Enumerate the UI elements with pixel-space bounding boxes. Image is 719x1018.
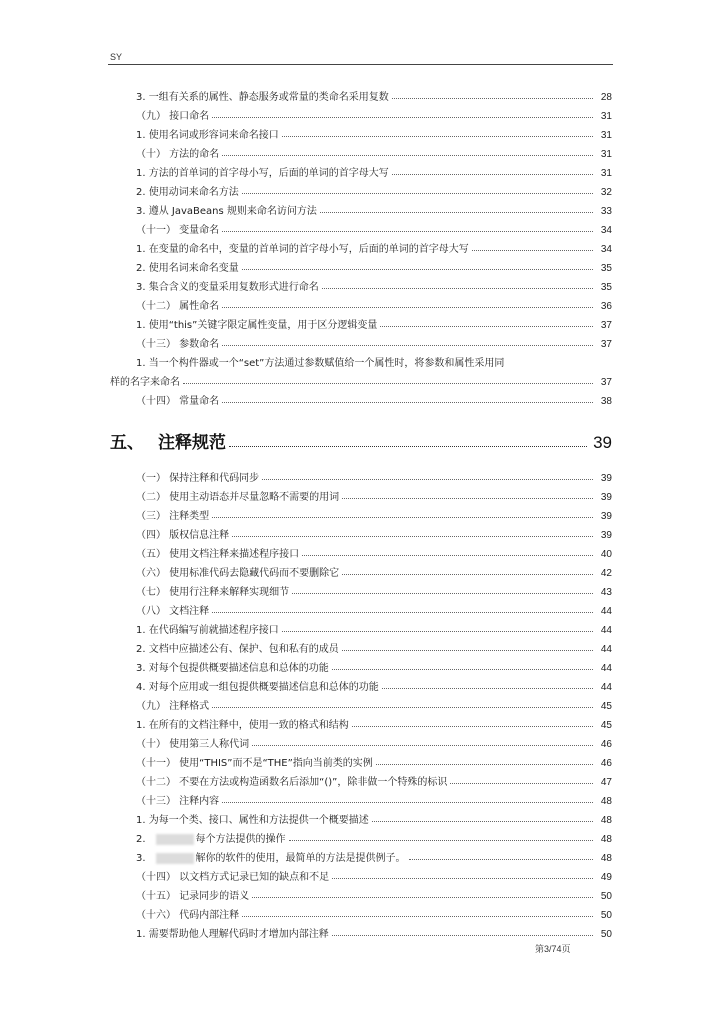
toc-section-naming: [110, 84, 612, 350]
toc-entry[interactable]: [110, 541, 612, 560]
toc-entry-text: （十四） 常量命名: [136, 396, 220, 407]
toc-entry[interactable]: [110, 921, 612, 940]
dot-leader: [332, 668, 593, 670]
toc-page-number: 50: [600, 929, 612, 940]
dot-leader: [242, 268, 593, 270]
toc-entry-text: 1. 在变量的命名中，变量的首单词的首字母小写，后面的单词的首字母大写: [136, 244, 469, 255]
dot-leader: [212, 116, 593, 118]
dot-leader: [232, 535, 593, 537]
toc-page-number: 44: [600, 663, 612, 674]
toc-page-number: 45: [600, 720, 612, 731]
dot-leader: [380, 325, 593, 327]
toc-page-number: 50: [600, 910, 612, 921]
dot-leader: [242, 915, 593, 917]
dot-leader: [222, 154, 593, 156]
dot-leader: [242, 192, 593, 194]
toc-page-number: 44: [600, 644, 612, 655]
toc-entry[interactable]: [110, 750, 612, 769]
toc-entry-text: （十四） 以文档方式记录已知的缺点和不足: [136, 872, 330, 883]
dot-leader: [342, 497, 593, 499]
toc-page-number: 34: [600, 244, 612, 255]
toc-entry[interactable]: [110, 255, 612, 274]
toc-entry[interactable]: [110, 769, 612, 788]
toc-entry-text: 3. 对每个包提供概要描述信息和总体的功能: [136, 663, 329, 674]
toc-page-number: 32: [600, 187, 612, 198]
dot-leader: [282, 630, 593, 632]
dot-leader: [382, 687, 593, 689]
toc-entry[interactable]: [110, 826, 612, 845]
toc-page-number: 34: [600, 225, 612, 236]
dot-leader: [409, 858, 593, 860]
dot-leader: [342, 573, 593, 575]
toc-section-comments: [110, 465, 612, 826]
toc-page-number: 37: [600, 377, 612, 388]
toc-entry[interactable]: [110, 160, 612, 179]
dot-leader: [302, 554, 593, 556]
toc-entry-text: （九） 接口命名: [136, 111, 210, 122]
toc-entry[interactable]: [110, 522, 612, 541]
toc-page-number: 46: [600, 758, 612, 769]
toc-page-number: 48: [600, 815, 612, 826]
toc-entry-number: 2.: [136, 834, 146, 845]
dot-leader: [342, 649, 593, 651]
dot-leader: [322, 287, 593, 289]
toc-entry-text: 1. 使用名词或形容词来命名接口: [136, 130, 279, 141]
dot-leader: [376, 763, 593, 765]
toc-entry-text: 1. 使用“this”关键字限定属性变量，用于区分逻辑变量: [136, 320, 378, 331]
toc-entry-text: 样的名字来命名: [110, 377, 180, 388]
toc-entry[interactable]: [110, 274, 612, 293]
toc-entry[interactable]: [110, 141, 612, 160]
toc-entry[interactable]: [110, 503, 612, 522]
toc-page-number: 31: [600, 111, 612, 122]
toc-page-number: 44: [600, 682, 612, 693]
dot-leader: [282, 135, 593, 137]
toc-entry[interactable]: [110, 312, 612, 331]
toc-page-number: 48: [600, 853, 612, 864]
header-rule: [108, 64, 613, 65]
toc-entry-text: （十五） 记录同步的语义: [136, 891, 250, 902]
toc-entry-text: （十三） 注释内容: [136, 796, 220, 807]
toc-page-number: 39: [600, 511, 612, 522]
toc-section-blurred: [110, 826, 612, 864]
dot-leader: [332, 877, 593, 879]
toc-entry-text: 1. 在所有的文档注释中，使用一致的格式和结构: [136, 720, 349, 731]
dot-leader: [472, 249, 593, 251]
toc-entry-text: （十） 方法的命名: [136, 149, 220, 160]
toc-entry[interactable]: [110, 122, 612, 141]
dot-leader: [222, 306, 593, 308]
toc-entry-text: （一） 保持注释和代码同步: [136, 473, 260, 484]
toc-page-number: 49: [600, 872, 612, 883]
toc-entry-text: 1. 当一个构件器或一个“set”方法通过参数赋值给一个属性时，将参数和属性采用同: [136, 358, 505, 369]
dot-leader: [222, 344, 593, 346]
toc-page-number: 42: [600, 568, 612, 579]
toc-entry[interactable]: [110, 598, 612, 617]
toc-entry[interactable]: [110, 712, 612, 731]
dot-leader: [222, 801, 593, 803]
chapter-title: 注释规范: [158, 433, 226, 453]
chapter-number: 五、: [110, 433, 144, 453]
toc-page-number: 39: [600, 492, 612, 503]
toc-entry[interactable]: [110, 560, 612, 579]
dot-leader: [392, 173, 593, 175]
chapter-page-number: 39: [593, 433, 612, 452]
dot-leader: [352, 725, 593, 727]
toc-page-number: 28: [600, 92, 612, 103]
toc-page-number: 36: [600, 301, 612, 312]
toc-entry-text: 1. 需要帮助他人理解代码时才增加内部注释: [136, 929, 329, 940]
toc-entry-wrap-line1[interactable]: [110, 350, 612, 369]
dot-leader: [212, 611, 593, 613]
toc-entry-text: 3. 遵从 JavaBeans 规则来命名访问方法: [136, 206, 317, 217]
page-footer: 第3/74页: [535, 944, 571, 954]
toc-entry-text: （十） 使用第三人称代词: [136, 739, 250, 750]
toc-entry-text: （三） 注释类型: [136, 511, 210, 522]
dot-leader: [332, 934, 593, 936]
dot-leader: [212, 706, 593, 708]
toc-entry[interactable]: [110, 388, 612, 407]
dot-leader: [262, 478, 593, 480]
toc-page-number: 38: [600, 396, 612, 407]
dot-leader: [392, 97, 593, 99]
toc-entry-text: 2. 使用动词来命名方法: [136, 187, 239, 198]
toc-page-number: 44: [600, 606, 612, 617]
toc-entry-text: （五） 使用文档注释来描述程序接口: [136, 549, 300, 560]
toc-entry[interactable]: [110, 674, 612, 693]
toc-section-comments-end: [110, 864, 612, 940]
toc-entry[interactable]: [110, 293, 612, 312]
toc-page-number: 39: [600, 530, 612, 541]
toc-entry-text: （十一） 变量命名: [136, 225, 220, 236]
dot-leader: [222, 230, 593, 232]
toc-page-number: 31: [600, 130, 612, 141]
table-of-contents: [110, 84, 612, 940]
toc-page-number: 48: [600, 834, 612, 845]
toc-entry[interactable]: [110, 484, 612, 503]
toc-page-number: 50: [600, 891, 612, 902]
dot-leader: [372, 820, 593, 822]
toc-entry-text: （七） 使用行注释来解释实现细节: [136, 587, 290, 598]
toc-entry[interactable]: [110, 883, 612, 902]
toc-entry[interactable]: [110, 236, 612, 255]
toc-entry-text: 3. 一组有关系的属性、静态服务或常量的类命名采用复数: [136, 92, 389, 103]
toc-entry[interactable]: [110, 617, 612, 636]
toc-page-number: 37: [600, 320, 612, 331]
dot-leader: [289, 839, 593, 841]
toc-page-number: 43: [600, 587, 612, 598]
toc-entry-text: （四） 版权信息注释: [136, 530, 230, 541]
dot-leader: [320, 211, 593, 213]
toc-entry-text: 1. 方法的首单词的首字母小写，后面的单词的首字母大写: [136, 168, 389, 179]
dot-leader: [252, 744, 593, 746]
toc-entry-text: 2. 文档中应描述公有、保护、包和私有的成员: [136, 644, 339, 655]
toc-entry[interactable]: [110, 693, 612, 712]
toc-page-number: 40: [600, 549, 612, 560]
toc-page-number: 47: [600, 777, 612, 788]
toc-entry[interactable]: [110, 864, 612, 883]
toc-page-number: 48: [600, 796, 612, 807]
redaction-blur: [156, 834, 194, 845]
toc-entry-text: 4. 对每个应用或一组包提供概要描述信息和总体的功能: [136, 682, 379, 693]
toc-entry[interactable]: [110, 198, 612, 217]
toc-page-number: 45: [600, 701, 612, 712]
dot-leader: [222, 401, 593, 403]
dot-leader: [252, 896, 593, 898]
dot-leader: [450, 782, 593, 784]
toc-entry[interactable]: [110, 331, 612, 350]
toc-entry-text: （十二） 不要在方法或构造函数名后添加“()”，除非做一个特殊的标识: [136, 777, 448, 788]
toc-page-number: 35: [600, 263, 612, 274]
toc-entry[interactable]: [110, 845, 612, 864]
toc-entry[interactable]: [110, 579, 612, 598]
toc-entry-text: （十二） 属性命名: [136, 301, 220, 312]
toc-page-number: 35: [600, 282, 612, 293]
toc-entry-text: 每个方法提供的操作: [195, 834, 286, 845]
toc-entry[interactable]: [110, 731, 612, 750]
toc-entry-number: 3.: [136, 853, 146, 864]
toc-page-number: 31: [600, 168, 612, 179]
toc-entry-text: 解你的软件的使用，最简单的方法是提供例子。: [195, 853, 406, 864]
toc-page-number: 33: [600, 206, 612, 217]
toc-page-number: 39: [600, 473, 612, 484]
toc-entry[interactable]: [110, 465, 612, 484]
redaction-blur: [156, 853, 194, 864]
toc-entry[interactable]: [110, 636, 612, 655]
toc-entry-text: 1. 在代码编写前就描述程序接口: [136, 625, 279, 636]
toc-entry-text: （十三） 参数命名: [136, 339, 220, 350]
toc-entry-text: 2. 使用名词来命名变量: [136, 263, 239, 274]
toc-page-number: 46: [600, 739, 612, 750]
toc-entry-text: （十一） 使用“THIS”而不是“THE”指向当前类的实例: [136, 758, 373, 769]
dot-leader: [183, 382, 593, 384]
toc-entry[interactable]: [110, 902, 612, 921]
toc-entry-text: （六） 使用标准代码去隐藏代码而不要删除它: [136, 568, 340, 579]
toc-entry-text: （十六） 代码内部注释: [136, 910, 240, 921]
toc-section-constants: [110, 388, 612, 407]
toc-entry-wrap-line2[interactable]: [110, 369, 612, 388]
toc-page-number: 37: [600, 339, 612, 350]
dot-leader: [229, 445, 587, 447]
toc-entry-text: 3. 集合含义的变量采用复数形式进行命名: [136, 282, 319, 293]
toc-entry[interactable]: [110, 103, 612, 122]
toc-entry-text: （九） 注释格式: [136, 701, 210, 712]
toc-entry[interactable]: [110, 807, 612, 826]
toc-entry-text: 1. 为每一个类、接口、属性和方法提供一个概要描述: [136, 815, 369, 826]
toc-entry-text: （二） 使用主动语态并尽量忽略不需要的用词: [136, 492, 340, 503]
toc-entry[interactable]: [110, 655, 612, 674]
toc-entry[interactable]: [110, 788, 612, 807]
toc-entry-text: （八） 文档注释: [136, 606, 210, 617]
toc-chapter-heading[interactable]: [110, 417, 612, 453]
toc-entry[interactable]: [110, 179, 612, 198]
dot-leader: [212, 516, 593, 518]
dot-leader: [292, 592, 593, 594]
toc-entry[interactable]: [110, 217, 612, 236]
header-code: SY: [110, 52, 123, 62]
toc-entry[interactable]: [110, 84, 612, 103]
toc-page-number: 31: [600, 149, 612, 160]
toc-page-number: 44: [600, 625, 612, 636]
